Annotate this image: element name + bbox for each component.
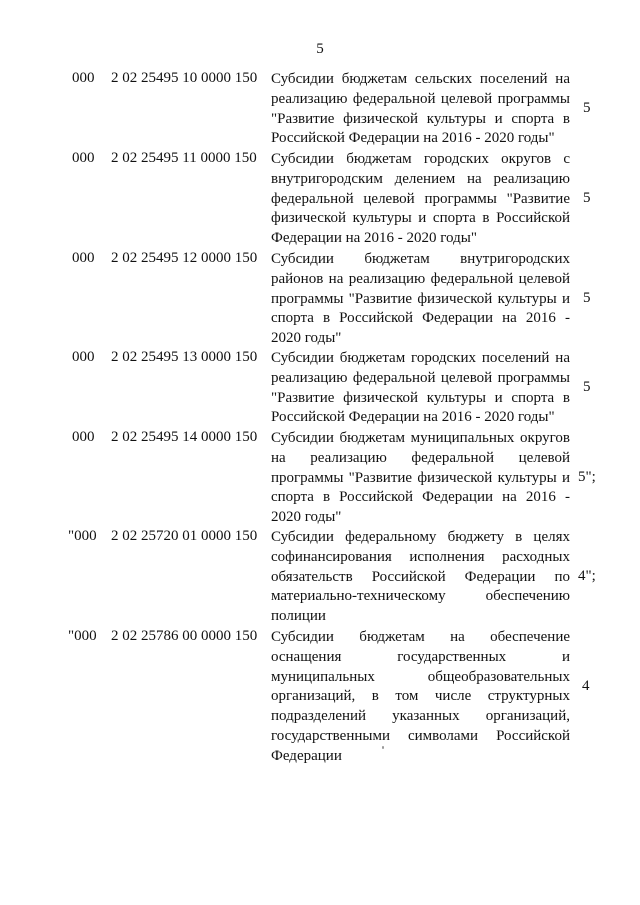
- row-digit: 5: [583, 379, 591, 395]
- row-kbk-code: 2 02 25495 10 0000 150: [111, 70, 258, 86]
- page-number: 5: [316, 41, 324, 57]
- row-kbk-code: 2 02 25720 01 0000 150: [111, 528, 258, 544]
- row-kbk-code: 2 02 25786 00 0000 150: [111, 628, 258, 644]
- row-code: 000: [72, 150, 95, 166]
- row-code: 000: [72, 70, 95, 86]
- row-code: 000: [72, 250, 95, 266]
- row-code: "000: [68, 628, 97, 644]
- row-name: Субсидии бюджетам муниципальных округов на реализацию федеральной целевой программы "Развитие физической культуры и спорта в Российской Федерации на 2016 - 2020 годы": [271, 430, 570, 526]
- row-kbk-code: 2 02 25495 12 0000 150: [111, 250, 258, 266]
- row-name: Субсидии бюджетам городских поселений на реализацию федеральной целевой программы "Развитие физической культуры и спорта в Российской Федерации на 2016 - 2020 годы": [271, 350, 570, 426]
- row-name: Субсидии федеральному бюджету в целях софинансирования исполнения расходных обязательств Российской Федерации по материально-техническому обеспечению полиции: [271, 529, 570, 625]
- row-kbk-code: 2 02 25495 11 0000 150: [111, 150, 257, 166]
- row-kbk-code: 2 02 25495 13 0000 150: [111, 349, 258, 365]
- row-digit: 5: [583, 100, 591, 116]
- row-name: Субсидии бюджетам сельских поселений на реализацию федеральной целевой программы "Развитие физической культуры и спорта в Российской Федерации на 2016 - 2020 годы": [271, 71, 570, 147]
- row-code: "000: [68, 528, 97, 544]
- row-digit: 5: [583, 190, 591, 206]
- row-name: Субсидии бюджетам внутригородских районов на реализацию федеральной целевой программы "Развитие физической культуры и спорта в Российской Федерации на 2016 - 2020 годы": [271, 251, 570, 347]
- row-digit: 5";: [578, 469, 596, 485]
- scan-speck: [382, 746, 384, 749]
- row-name: Субсидии бюджетам на обеспечение оснащения государственных и муниципальных общеобразовательных организаций, в том числе структурных подразделений указанных организаций, государственными символами Российской Федерации: [271, 629, 570, 764]
- row-digit: 4: [582, 678, 590, 694]
- row-digit: 4";: [578, 568, 596, 584]
- row-kbk-code: 2 02 25495 14 0000 150: [111, 429, 258, 445]
- row-code: 000: [72, 349, 95, 365]
- row-digit: 5: [583, 290, 591, 306]
- row-name: Субсидии бюджетам городских округов с внутригородским делением на реализацию федеральной целевой программы "Развитие физической культуры и спорта в Российской Федерации на 2016 - 2020 годы": [271, 151, 570, 247]
- row-code: 000: [72, 429, 95, 445]
